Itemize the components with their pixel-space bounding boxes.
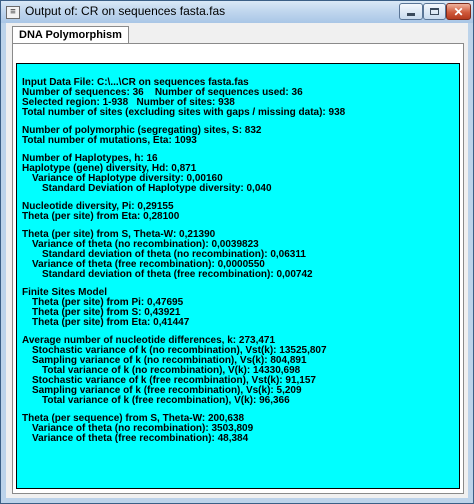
result-line: Theta (per site) from S: 0,43921 — [32, 307, 181, 318]
minimize-button[interactable] — [399, 3, 423, 20]
tab-dna-polymorphism[interactable]: DNA Polymorphism — [12, 26, 129, 44]
result-line: Average number of nucleotide differences, k: 273,471 — [22, 335, 276, 346]
maximize-icon — [430, 8, 439, 15]
results-text-area[interactable] — [16, 63, 460, 489]
result-line: Variance of theta (free recombination): 48,384 — [32, 433, 249, 444]
document-icon[interactable]: ≡ — [6, 6, 20, 19]
tab-panel — [12, 43, 464, 494]
result-line: Variance of Haplotype diversity: 0,00160 — [32, 173, 223, 184]
result-line: Theta (per site) from Eta: 0,41447 — [32, 317, 190, 328]
close-button[interactable] — [446, 3, 471, 20]
result-line: Theta (per sequence) from S, Theta-W: 200,638 — [22, 413, 245, 424]
result-line: Input Data File: C:\...\CR on sequences fasta.fas — [22, 77, 249, 88]
result-line: Theta (per site) from S, Theta-W: 0,21390 — [22, 229, 216, 240]
minimize-icon — [407, 13, 415, 16]
result-line: Number of Haplotypes, h: 16 — [22, 153, 158, 164]
window-title: Output of: CR on sequences fasta.fas — [25, 4, 226, 18]
result-line: Stochastic variance of k (free recombination), Vst(k): 91,157 — [32, 375, 316, 386]
result-line: Sampling variance of k (no recombination), Vs(k): 804,891 — [32, 355, 307, 366]
result-line: Finite Sites Model — [22, 287, 108, 298]
window-client-area — [6, 23, 468, 498]
result-line: Number of polymorphic (segregating) sites, S: 832 — [22, 125, 262, 136]
close-icon: ✕ — [453, 4, 464, 19]
result-line: Standard deviation of theta (no recombination): 0,06311 — [42, 249, 306, 260]
result-line: Standard deviation of theta (free recombination): 0,00742 — [42, 269, 313, 280]
title-bar[interactable] — [1, 1, 473, 23]
result-line: Standard Deviation of Haplotype diversity: 0,040 — [42, 183, 272, 194]
result-line: Variance of theta (free recombination): 0,0000550 — [32, 259, 265, 270]
result-line: Theta (per site) from Eta: 0,28100 — [22, 211, 180, 222]
result-line: Theta (per site) from Pi: 0,47695 — [32, 297, 184, 308]
result-line: Total number of mutations, Eta: 1093 — [22, 135, 197, 146]
result-line: Variance of theta (no recombination): 3503,809 — [32, 423, 254, 434]
result-line: Total number of sites (excluding sites with gaps / missing data): 938 — [22, 107, 346, 118]
result-line: Variance of theta (no recombination): 0,0039823 — [32, 239, 259, 250]
maximize-button[interactable] — [423, 3, 446, 20]
result-line: Total variance of k (free recombination), V(k): 96,366 — [42, 395, 290, 406]
result-line: Nucleotide diversity, Pi: 0,29155 — [22, 201, 174, 212]
result-line: Haplotype (gene) diversity, Hd: 0,871 — [22, 163, 197, 174]
result-line: Stochastic variance of k (no recombination), Vst(k): 13525,807 — [32, 345, 327, 356]
result-line: Sampling variance of k (free recombination), Vs(k): 5,209 — [32, 385, 302, 396]
result-line: Total variance of k (no recombination), V(k): 14330,698 — [42, 365, 301, 376]
result-line: Selected region: 1-938 Number of sites: 938 — [22, 97, 235, 108]
result-line: Number of sequences: 36 Number of sequences used: 36 — [22, 87, 303, 98]
